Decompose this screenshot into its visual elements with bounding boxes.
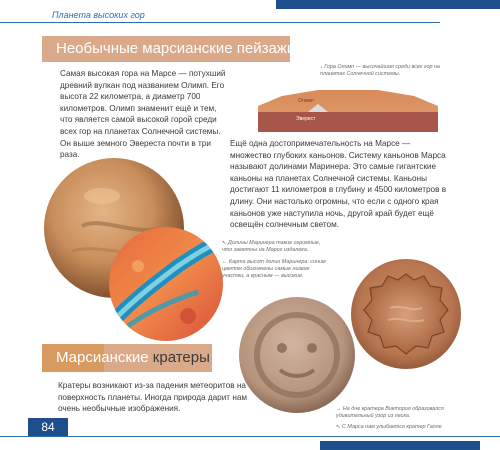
- olympus-caption: ↓ Гора Олимп — высочайшая среди всех гор на планетах Солнечной системы.: [320, 64, 440, 77]
- valles-caption-1: ↖ Долины Маринера такие огромные, что заметны на Марсе издалека.: [222, 240, 321, 253]
- crater-caption-2: ↖ С Марса нам улыбается кратер Галле: [336, 424, 442, 430]
- crater-victoria-image: [350, 258, 462, 370]
- intro-paragraph: Самая высокая гора на Марсе — потухший древний вулкан под названием Олимп. Его высота 22 километра, а диаметр 700 километров. Олимп знаменит ещё и тем, что является самой высокой горой среди всех гор на планетах Солнечной системы. Он выше земного Эвереста почти в три раза.: [60, 69, 226, 160]
- canyons-paragraph: Ещё одна достопримечательность на Марсе — множество глубоких каньонов. Систему каньонов Марса называют долинами Маринера. Это самые гигантские каньоны на планетах Солнечной системы. Каньоны достигают 11 километров в глубину и 4500 километров в длину. Они настолько огромны, что если с одного края каньонов уже наступила ночь, другой край будет ещё освещён солнечным светом.: [230, 139, 447, 230]
- olympus-label: Олимп: [298, 98, 314, 104]
- olympus-everest-diagram: [258, 82, 438, 132]
- bottom-decor-bar: [320, 441, 480, 450]
- section-title-landscapes: Необычные марсианские пейзажи: [42, 36, 290, 62]
- running-title: Планета высоких гор: [52, 10, 145, 20]
- valles-marineris-map-image: [108, 226, 224, 342]
- valles-caption-2: ← Карта высот долин Маринера: синим цветом обозначены самые низкие участки, а красным — высокие.: [222, 259, 326, 279]
- page-number: 84: [28, 418, 68, 436]
- bottom-rule: [0, 436, 500, 437]
- everest-label: Эверест: [296, 116, 316, 122]
- crater-caption-1: → На дне кратера Виктория образовался удивительный узор из песка.: [336, 406, 444, 419]
- section-title-craters: [42, 344, 212, 372]
- top-decor-bar: [276, 0, 500, 9]
- craters-title-part-2: кратеры: [148, 349, 210, 366]
- craters-title-part-1: Марсианские: [56, 349, 149, 366]
- craters-paragraph: Кратеры возникают из-за падения метеоритов на поверхность планеты. Иногда природа дарит нам очень необычные изображения.: [58, 381, 248, 414]
- top-rule: [0, 22, 440, 23]
